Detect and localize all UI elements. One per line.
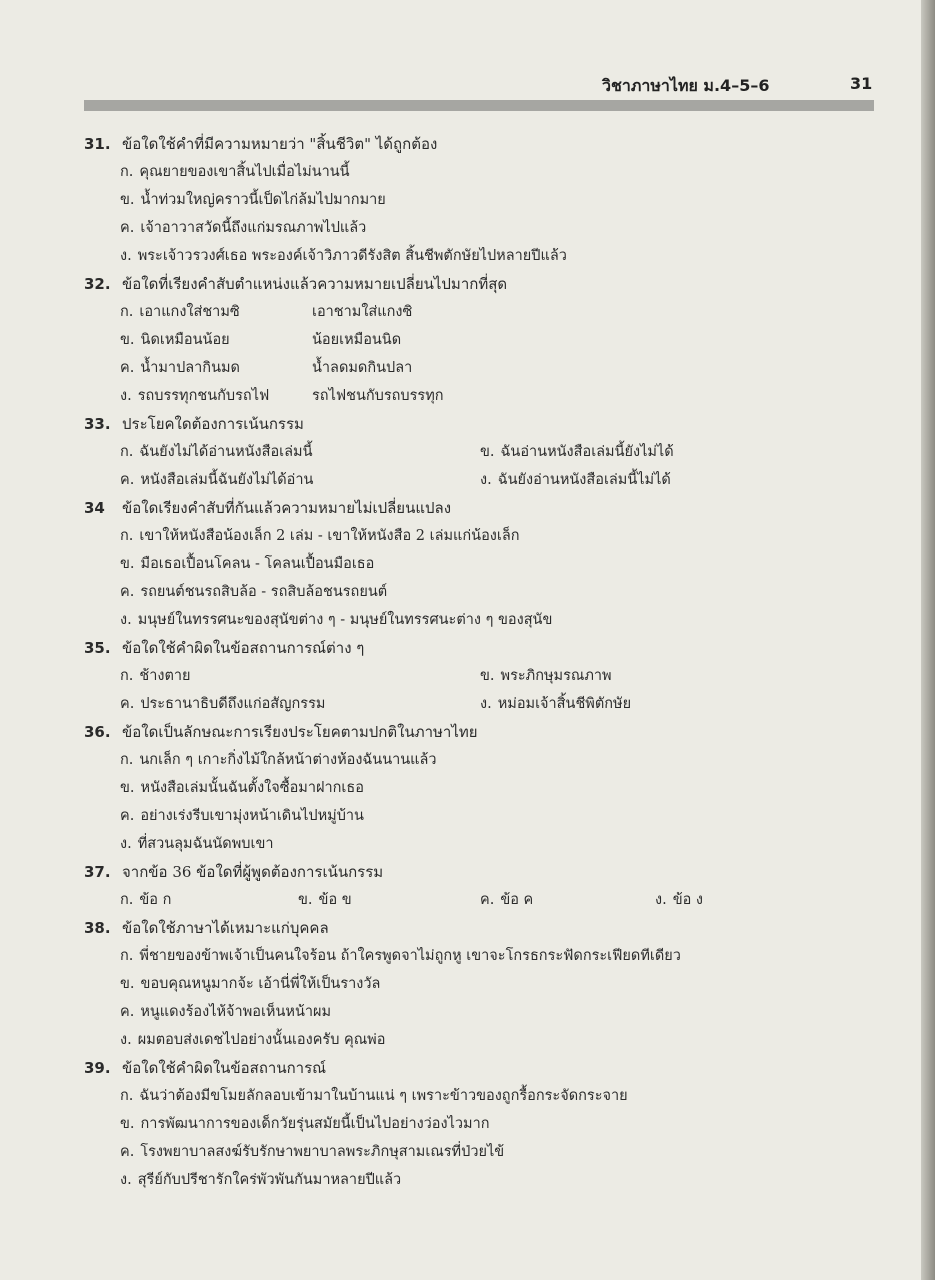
question-number: 31. (84, 135, 111, 153)
page-number: 31 (850, 74, 873, 93)
option-text: มือเธอเปื้อนโคลน - โคลนเปื้อนมือเธอ (140, 556, 375, 572)
option-label: ข. (120, 556, 135, 572)
option (120, 662, 191, 690)
question-39 (0, 1054, 935, 1194)
option-label: ก. (120, 164, 134, 180)
option (480, 886, 533, 914)
option-label: ค. (120, 808, 135, 824)
option-text: พระภิกษุมรณภาพ (500, 668, 612, 684)
option-text: ที่สวนลุมฉันนัดพบเขา (137, 836, 274, 852)
option (655, 886, 703, 914)
option-label: ข. (120, 192, 135, 208)
option-label: ข. (120, 1116, 135, 1132)
question-text: ประโยคใดต้องการเน้นกรรม (122, 415, 304, 433)
option (120, 326, 402, 354)
option (120, 550, 374, 578)
option (120, 1138, 504, 1166)
question-38 (0, 914, 935, 1054)
question-text: ข้อใดใช้คำผิดในข้อสถานการณ์ต่าง ๆ (122, 639, 365, 657)
option-label: ข. (120, 780, 135, 796)
option-label: ง. (120, 836, 132, 852)
question-text: ข้อใดใช้คำที่มีความหมายว่า "สิ้นชีวิต" ได้ถูกต้อง (122, 135, 438, 153)
option-label: ง. (120, 248, 132, 264)
question-37 (0, 858, 935, 914)
option-text: หนูแดงร้องไห้จ้าพอเห็นหน้าผม (140, 1004, 332, 1020)
option-label: ง. (120, 612, 132, 628)
question-36 (0, 718, 935, 858)
question-text: ข้อใดใช้คำผิดในข้อสถานการณ์ (122, 1059, 327, 1077)
option (120, 438, 313, 466)
option-phrase-b: น้อยเหมือนนิด (312, 332, 402, 348)
option (120, 774, 364, 802)
option-text: เขาให้หนังสือน้องเล็ก 2 เล่ม - เขาให้หนังสือ 2 เล่มแก่น้องเล็ก (139, 528, 520, 544)
question-number: 34 (84, 499, 105, 517)
question-number: 36. (84, 723, 111, 741)
option-text: หนังสือเล่มนี้ฉันยังไม่ได้อ่าน (140, 472, 314, 488)
option-label: ง. (480, 472, 492, 488)
option (120, 690, 325, 718)
option (120, 1082, 628, 1110)
option-label: ก. (120, 304, 134, 320)
option-text: นกเล็ก ๆ เกาะกิ่งไม้ใกล้หน้าต่างห้องฉันนานแล้ว (139, 752, 437, 768)
option (120, 522, 519, 550)
option-label: ง. (120, 388, 132, 404)
option-text: ข้อ ค (500, 892, 534, 908)
option-label: ก. (120, 1088, 134, 1104)
option-label: ง. (120, 1032, 132, 1048)
option-text: ฉันอ่านหนังสือเล่มนี้ยังไม่ได้ (500, 444, 674, 460)
question-number: 32. (84, 275, 111, 293)
option-label: ข. (120, 976, 135, 992)
option-phrase-b: รถไฟชนกับรถบรรทุก (312, 388, 444, 404)
option (120, 186, 386, 214)
question-number: 35. (84, 639, 111, 657)
option-label: ค. (120, 220, 135, 236)
option-text: ฉันว่าต้องมีขโมยลักลอบเข้ามาในบ้านแน่ ๆ เพราะข้าวของถูกรื้อกระจัดกระจาย (139, 1088, 628, 1104)
option-text: มนุษย์ในทรรศนะของสุนัขต่าง ๆ - มนุษย์ในทรรศนะต่าง ๆ ของสุนัข (137, 612, 553, 628)
option-text: โรงพยาบาลสงฆ์รับรักษาพยาบาลพระภิกษุสามเณรที่ป่วยไข้ (140, 1144, 505, 1160)
option-label: ง. (480, 696, 492, 712)
option (120, 158, 350, 186)
option (120, 382, 444, 410)
question-text: ข้อใดเรียงคำสับที่กันแล้วความหมายไม่เปลี่ยนแปลง (122, 499, 452, 517)
option-label: ค. (120, 1144, 135, 1160)
question-33 (0, 410, 935, 494)
option-text: ช้างตาย (139, 668, 191, 684)
question-text: ข้อใดที่เรียงคำสับตำแหน่งแล้วความหมายเปลี่ยนไปมากที่สุด (122, 275, 508, 293)
option-label: ข. (298, 892, 313, 908)
header-rule (84, 100, 874, 111)
question-number: 38. (84, 919, 111, 937)
option-phrase-b: น้ำลดมดกินปลา (312, 360, 413, 376)
question-32 (0, 270, 935, 410)
option-phrase-a: นิดเหมือนน้อย (140, 332, 230, 348)
option-label: ก. (120, 892, 134, 908)
option-label: ง. (655, 892, 667, 908)
question-number: 37. (84, 863, 111, 881)
option-text: ประธานาธิบดีถึงแก่อสัญกรรม (140, 696, 326, 712)
option-text: อย่างเร่งรีบเขามุ่งหน้าเดินไปหมู่บ้าน (140, 808, 364, 824)
option-text: หม่อมเจ้าสิ้นชีพิตักษัย (497, 696, 632, 712)
option-text: รถยนต์ชนรถสิบล้อ - รถสิบล้อชนรถยนต์ (140, 584, 388, 600)
option-text: คุณยายของเขาสิ้นไปเมื่อไม่นานนี้ (139, 164, 350, 180)
option (120, 802, 364, 830)
option (120, 746, 437, 774)
option-text: ขอบคุณหนูมากจ้ะ เอ้านี่พี่ให้เป็นรางวัล (140, 976, 381, 992)
option-text: ผมตอบส่งเดชไปอย่างนั้นเองครับ คุณพ่อ (137, 1032, 386, 1048)
option (120, 886, 171, 914)
option (120, 970, 380, 998)
option-label: ก. (120, 528, 134, 544)
option (120, 1110, 490, 1138)
question-number: 39. (84, 1059, 111, 1077)
option-label: ก. (120, 668, 134, 684)
option-text: ฉันยังอ่านหนังสือเล่มนี้ไม่ได้ (497, 472, 671, 488)
option-text: พี่ชายของข้าพเจ้าเป็นคนใจร้อน ถ้าใครพูดจาไม่ถูกหู เขาจะโกรธกระฟัดกระเฟียดทีเดียว (139, 948, 681, 964)
option-text: ฉันยังไม่ได้อ่านหนังสือเล่มนี้ (139, 444, 313, 460)
option (480, 690, 631, 718)
option (120, 298, 413, 326)
option (120, 466, 313, 494)
option-label: ค. (480, 892, 495, 908)
option (120, 942, 681, 970)
question-list (0, 130, 935, 1194)
question-35 (0, 634, 935, 718)
option-text: เจ้าอาวาสวัดนี้ถึงแก่มรณภาพไปแล้ว (140, 220, 367, 236)
option-label: ค. (120, 696, 135, 712)
option-text: ข้อ ง (672, 892, 704, 908)
question-31 (0, 130, 935, 270)
option-phrase-a: เอาแกงใส่ชามซิ (139, 304, 240, 320)
question-34 (0, 494, 935, 634)
option-label: ค. (120, 1004, 135, 1020)
option-label: ข. (120, 332, 135, 348)
option (120, 998, 331, 1026)
option-phrase-a: น้ำมาปลากินมด (140, 360, 240, 376)
option-text: ข้อ ก (139, 892, 172, 908)
question-text: ข้อใดใช้ภาษาได้เหมาะแก่บุคคล (122, 919, 329, 937)
option-label: ค. (120, 472, 135, 488)
option (480, 438, 674, 466)
option-text: สุรีย์กับปรีชารักใคร่พัวพันกันมาหลายปีแล้ว (137, 1172, 402, 1188)
question-text: จากข้อ 36 ข้อใดที่ผู้พูดต้องการเน้นกรรม (122, 863, 384, 881)
option-label: ข. (480, 668, 495, 684)
option (298, 886, 352, 914)
question-number: 33. (84, 415, 111, 433)
option (120, 578, 387, 606)
option-text: ข้อ ข (318, 892, 352, 908)
option (120, 214, 366, 242)
option-text: การพัฒนาการของเด็กวัยรุ่นสมัยนี้เป็นไปอย่างว่องไวมาก (140, 1116, 490, 1132)
option-label: ก. (120, 444, 134, 460)
subject-title: วิชาภาษาไทย ม.4–5–6 (602, 76, 770, 95)
option-label: ก. (120, 948, 134, 964)
option (480, 466, 671, 494)
option-label: ก. (120, 752, 134, 768)
option-phrase-b: เอาชามใส่แกงซิ (312, 304, 413, 320)
option (120, 1026, 385, 1054)
option (120, 606, 552, 634)
option-text: หนังสือเล่มนั้นฉันตั้งใจซื้อมาฝากเธอ (140, 780, 364, 796)
option (480, 662, 612, 690)
option (120, 354, 413, 382)
option-label: ค. (120, 584, 135, 600)
option (120, 830, 274, 858)
option-label: ข. (480, 444, 495, 460)
option (120, 242, 567, 270)
option (120, 1166, 401, 1194)
option-label: ค. (120, 360, 135, 376)
option-phrase-a: รถบรรทุกชนกับรถไฟ (137, 388, 270, 404)
question-text: ข้อใดเป็นลักษณะการเรียงประโยคตามปกติในภาษาไทย (122, 723, 478, 741)
option-label: ง. (120, 1172, 132, 1188)
option-text: พระเจ้าวรวงศ์เธอ พระองค์เจ้าวิภาวดีรังสิต สิ้นชีพตักษัยไปหลายปีแล้ว (137, 248, 567, 264)
option-text: น้ำท่วมใหญ่คราวนี้เป็ดไก่ล้มไปมากมาย (140, 192, 386, 208)
page-header (560, 72, 880, 98)
